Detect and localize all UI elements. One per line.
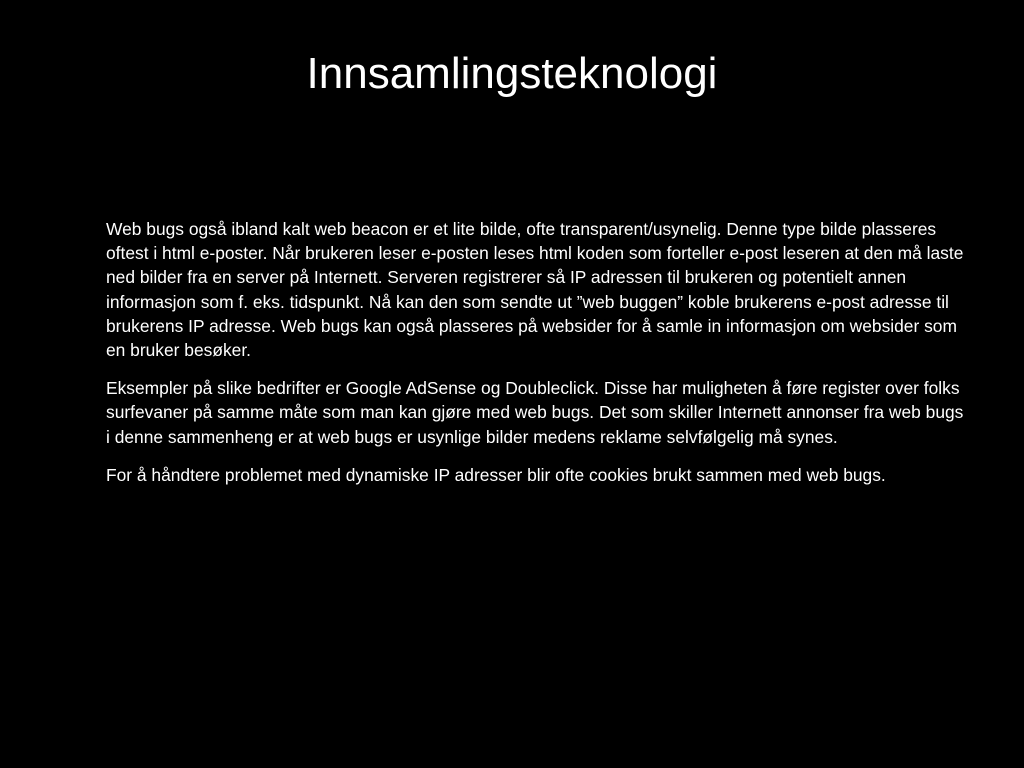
paragraph-web-bugs: Web bugs også ibland kalt web beacon er et lite bilde, ofte transparent/usynelig. Denne type bilde plasseres oftest i html e-poster. Når brukeren leser e-posten leses html koden som forteller e-post leseren at den må laste ned bilder fra en server på Internett. Serveren registrerer så IP adressen til brukeren og potentielt annen informasjon som f. eks. tidspunkt. Nå kan den som sendte ut ”web buggen” koble brukerens e-post adresse til brukerens IP adresse. Web bugs kan også plasseres på websider for å samle in informasjon om websider som en bruker besøker. xyxy=(106,219,964,361)
paragraph-dynamic-ip: For å håndtere problemet med dynamiske IP adresser blir ofte cookies brukt sammen med web bugs. xyxy=(106,464,886,485)
slide-body xyxy=(106,217,966,501)
slide-title: Innsamlingsteknologi xyxy=(306,49,718,98)
paragraph-examples: Eksempler på slike bedrifter er Google AdSense og Doubleclick. Disse har muligheten å føre register over folks surfevaner på samme måte som man kan gjøre med web bugs. Det som skiller Internett annonser fra web bugs i denne sammenheng er at web bugs er usynlige bilder medens reklame selvfølgelig må synes. xyxy=(106,378,964,447)
